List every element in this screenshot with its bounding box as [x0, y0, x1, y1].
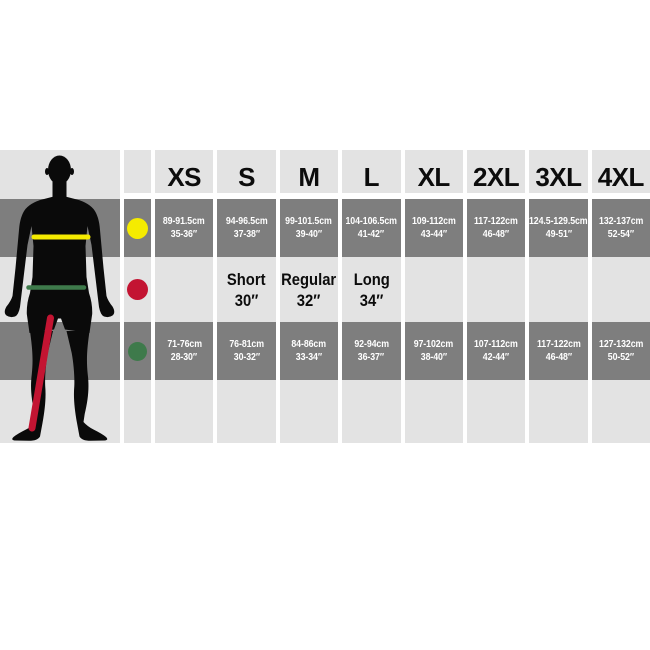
torso-and-arms: [5, 195, 115, 333]
waist-cell: [467, 322, 525, 380]
size-header: 4XL: [592, 150, 650, 193]
chest-cell: [217, 199, 275, 257]
male-body-silhouette: [0, 150, 120, 443]
waist-cm-value: 71-76cm: [166, 339, 202, 350]
waist-cell: [280, 322, 338, 380]
waist-marker-cell: [124, 322, 151, 380]
chest-inches-value: 37-38″: [233, 229, 260, 240]
empty-cell: [592, 380, 650, 443]
empty-cell: [155, 380, 213, 443]
waist-cm-value: 127-132cm: [598, 339, 643, 350]
inseam-length-value: 34″: [359, 290, 384, 310]
green-waist-dot-icon: [128, 342, 147, 361]
chest-inches-value: 35-36″: [171, 229, 198, 240]
chest-cm-value: 89-91.5cm: [163, 216, 206, 227]
inseam-fit-value: Long: [353, 269, 390, 289]
inseam-length-value: 32″: [297, 290, 321, 310]
waist-inches-value: 46-48″: [545, 352, 572, 363]
right-ear: [70, 168, 74, 175]
waist-cm-value: 107-112cm: [474, 339, 518, 350]
chest-inches-value: 39-40″: [295, 229, 323, 240]
size-column-s: [217, 150, 275, 443]
chest-cell: [529, 199, 587, 257]
waist-cell: [342, 322, 400, 380]
inseam-cell: [592, 257, 650, 322]
inseam-cell: [342, 257, 400, 322]
empty-cell: [217, 380, 275, 443]
empty-cell: [405, 380, 463, 443]
waist-cell: [405, 322, 463, 380]
inseam-cell: [217, 257, 275, 322]
waist-cm-value: 76-81cm: [229, 339, 264, 350]
chest-cell: [405, 199, 463, 257]
right-leg: [67, 331, 108, 441]
waist-cm-value: 84-86cm: [291, 339, 327, 350]
size-header: S: [217, 150, 275, 193]
chest-cell: [342, 199, 400, 257]
size-column-l: [342, 150, 400, 443]
size-column-xs: [155, 150, 213, 443]
size-column-4xl: [592, 150, 650, 443]
chest-cell: [592, 199, 650, 257]
chest-cell: [467, 199, 525, 257]
empty-cell: [467, 380, 525, 443]
waist-cell: [155, 322, 213, 380]
inseam-fit-value: Short: [227, 269, 266, 289]
empty-cell: [342, 380, 400, 443]
inseam-length-value: 30″: [234, 290, 259, 310]
size-header: L: [342, 150, 400, 193]
waist-cm-value: 117-122cm: [536, 339, 581, 350]
waist-inches-value: 33-34″: [295, 352, 323, 363]
size-column-3xl: [529, 150, 587, 443]
inseam-fit-value: Regular: [281, 269, 337, 289]
size-header: XL: [405, 150, 463, 193]
waist-inches-value: 42-44″: [482, 352, 510, 363]
neck: [53, 176, 67, 198]
chest-inches-value: 46-48″: [482, 229, 510, 240]
chest-inches-value: 41-42″: [358, 229, 385, 240]
chest-cm-value: 104-106.5cm: [345, 216, 398, 227]
inseam-cell: [280, 257, 338, 322]
chest-marker-cell: [124, 199, 151, 257]
chest-cm-value: 109-112cm: [411, 216, 456, 227]
chest-cm-value: 94-96.5cm: [225, 216, 268, 227]
waist-inches-value: 30-32″: [233, 352, 260, 363]
size-header: 2XL: [467, 150, 525, 193]
chest-cm-value: 124.5-129.5cm: [529, 216, 588, 227]
size-header: M: [280, 150, 338, 193]
waist-cell: [217, 322, 275, 380]
marker-column-header: [124, 150, 151, 193]
inseam-cell: [405, 257, 463, 322]
size-header: 3XL: [529, 150, 587, 193]
chest-cm-value: 132-137cm: [598, 216, 643, 227]
inseam-cell: [529, 257, 587, 322]
size-header: XS: [155, 150, 213, 193]
waist-inches-value: 28-30″: [171, 352, 198, 363]
marker-column: [124, 150, 151, 443]
size-chart-table: [0, 150, 650, 443]
size-column-2xl: [467, 150, 525, 443]
waist-cell: [592, 322, 650, 380]
inseam-cell: [467, 257, 525, 322]
chest-cm-value: 117-122cm: [474, 216, 518, 227]
size-column-xl: [405, 150, 463, 443]
waist-cm-value: 97-102cm: [413, 339, 454, 350]
chest-cell: [280, 199, 338, 257]
size-column-m: [280, 150, 338, 443]
figure-column: [0, 150, 120, 443]
chest-inches-value: 49-51″: [545, 229, 572, 240]
chest-cm-value: 99-101.5cm: [285, 216, 333, 227]
inseam-marker-cell: [124, 257, 151, 322]
waist-inches-value: 36-37″: [358, 352, 385, 363]
empty-cell: [529, 380, 587, 443]
empty-cell: [124, 380, 151, 443]
inseam-cell: [155, 257, 213, 322]
chest-cell: [155, 199, 213, 257]
chest-inches-value: 52-54″: [607, 229, 634, 240]
empty-cell: [280, 380, 338, 443]
yellow-chest-dot-icon: [127, 218, 148, 239]
red-inseam-dot-icon: [127, 279, 148, 300]
waist-inches-value: 38-40″: [420, 352, 447, 363]
waist-cm-value: 92-94cm: [354, 339, 389, 350]
chest-inches-value: 43-44″: [420, 229, 447, 240]
waist-cell: [529, 322, 587, 380]
waist-inches-value: 50-52″: [607, 352, 634, 363]
left-ear: [45, 168, 49, 175]
